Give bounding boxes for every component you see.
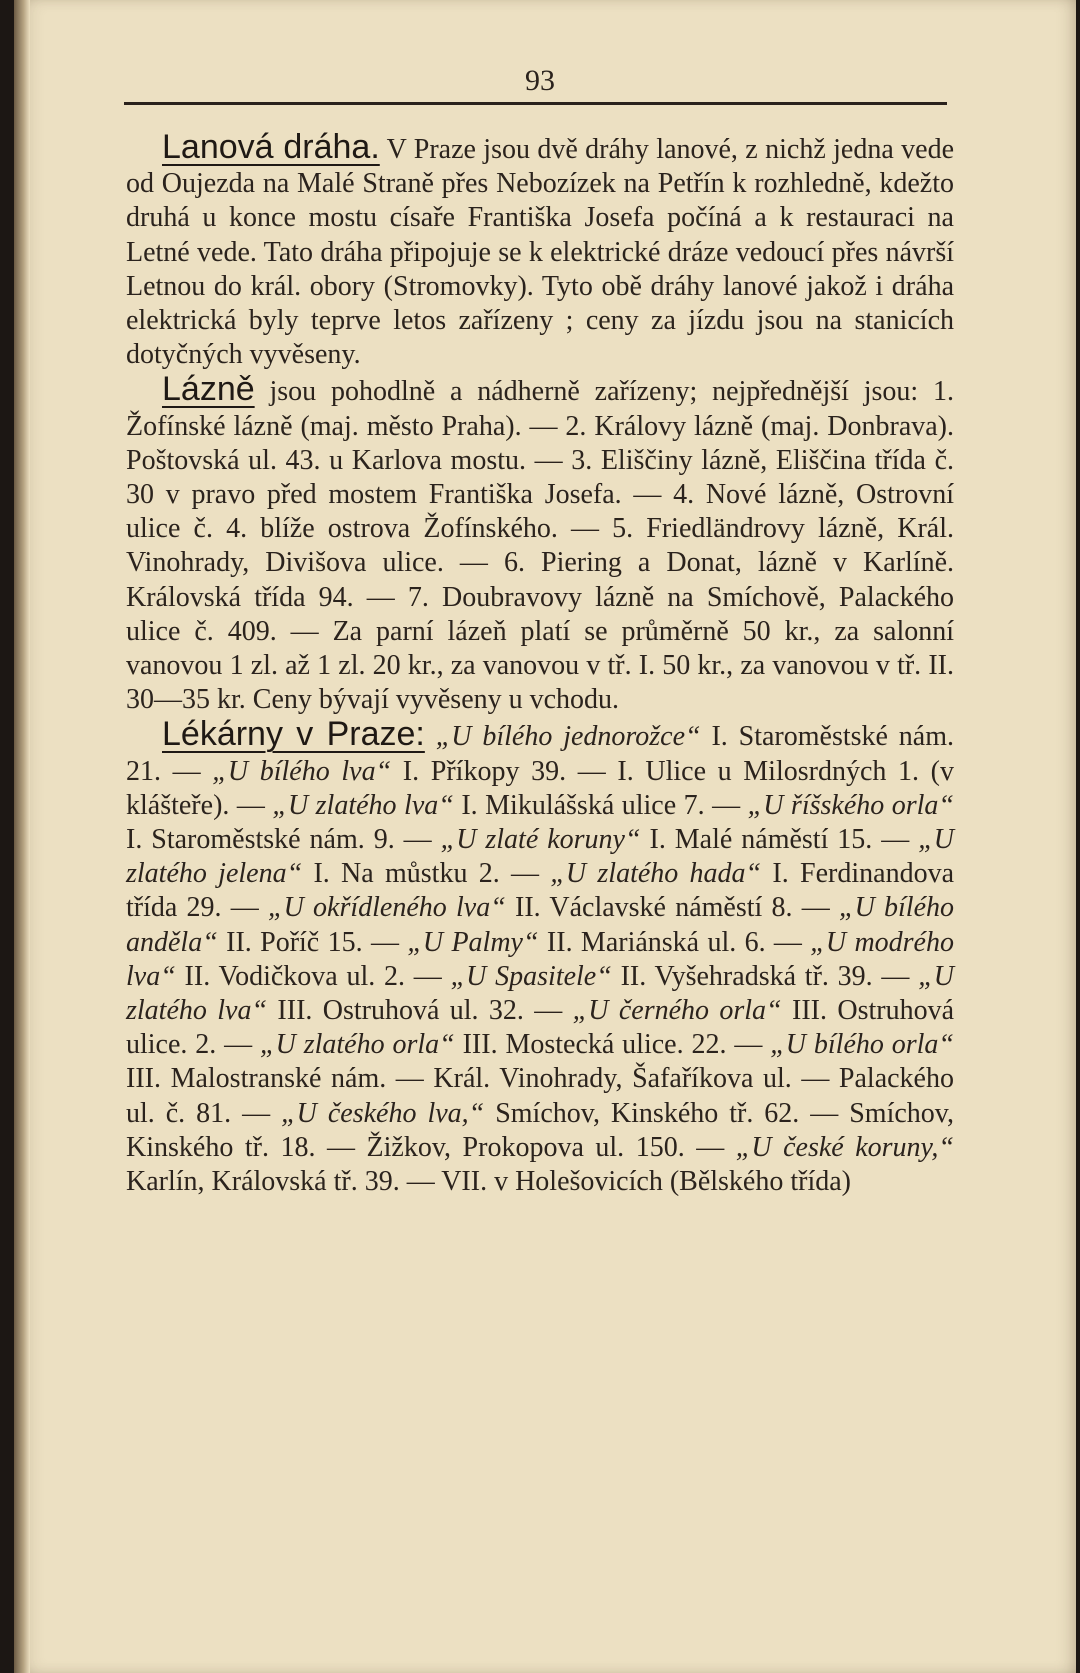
- text-run: jsou pohodlně a nádherně zařízeny; nejpřednější jsou: 1. Žofínské lázně (maj. město Praha). — 2. Královy lázně (maj. Donbrava). Poštovská ul. 43. u Karlova mostu. — 3. Eliščiny lázně, Eliščina třída č. 30 v pravo před mostem Františka Josefa. — 4. Nové lázně, Ostrovní ulice č. 4. blíže ostrova Žofínského. — 5. Friedländrovy lázně, Král. Vinohrady, Divišova ulice. — 6. Piering a Donat, lázně v Karlíně. Královská třída 94. — 7. Doubravovy lázně na Smíchově, Palackého ulice č. 409. — Za parní lázeň platí se průměrně 50 kr., za salonní vanovou 1 zl. až 1 zl. 20 kr., za vanovou v tř. I. 50 kr., za vanovou v tř. II. 30—35 kr. Ceny bývají vyvěseny u vchodu.: [126, 376, 955, 716]
- text-run: I. Mikulášská ulice 7. —: [453, 789, 748, 821]
- text-run: III. Ostruhová ulice. 2. —: [126, 995, 955, 1061]
- text-run: Karlín, Královská tř. 39. — VII. v Holešovicích (Bělského třída): [126, 1166, 851, 1198]
- text-run: Smíchov, Kinského tř. 62. — Smíchov, Kinského tř. 18. — Žižkov, Prokopova ul. 150. —: [126, 1097, 954, 1163]
- pharmacy-name: „U českého lva,“: [281, 1097, 485, 1129]
- text-run: I. Příkopy 39. — I. Ulice u Milosrdných 1. (v klášteře). —: [126, 755, 955, 821]
- text-run: III. Malostranské nám. — Král. Vinohrady, Šafaříkova ul. — Palackého ul. č. 81. —: [126, 1063, 954, 1129]
- text-run: II. Mariánská ul. 6. —: [538, 926, 811, 958]
- pharmacy-name: „U české koruny,“: [735, 1131, 954, 1163]
- pharmacy-name: „U bílého lva“: [212, 755, 392, 787]
- text-run: V Praze jsou dvě dráhy lanové, z nichž jedna vede od Oujezda na Malé Straně přes Nebozízek na Petřín k rozhledně, kdežto druhá u konce mostu císaře Františka Josefa počíná a k restauraci na Letné vede. Tato dráha připojuje se k elektrické dráze vedoucí přes návrší Letnou do král. obory (Stromovky). Tyto obě dráhy lanové jakož i dráha elektrická byly teprve letos zařízeny ; ceny za jízdu jsou na stanicích dotyčných vyvěseny.: [126, 134, 954, 371]
- text-run: I. Staroměstské nám. 21. —: [126, 721, 955, 787]
- pharmacy-name: „U bílého jednorožce“: [435, 721, 701, 753]
- section-heading: Lanová dráha.: [162, 128, 380, 166]
- book-gutter: [14, 0, 30, 1673]
- text-run: I. Staroměstské nám. 9. —: [126, 824, 441, 856]
- pharmacy-name: „U bílého orla“: [770, 1029, 954, 1061]
- section-heading: Lékárny v Praze:: [162, 715, 425, 754]
- text-run: I. Malé náměstí 15. —: [640, 824, 919, 856]
- pharmacy-name: „U okřídleného lva“: [268, 892, 506, 924]
- page-body: [126, 130, 954, 1199]
- pharmacy-name: „U zlatého hada“: [550, 858, 762, 890]
- pharmacy-name: „U černého orla“: [572, 995, 782, 1027]
- section-heading: Lázně: [162, 370, 255, 409]
- section-text: [126, 721, 954, 1197]
- pharmacy-name: „U zlatého lva“: [126, 960, 954, 1027]
- section-lekarny: [126, 717, 954, 1199]
- section-lanova: [126, 130, 954, 372]
- section-text: [126, 376, 954, 715]
- text-run: II. Vodičkova ul. 2. —: [175, 960, 451, 992]
- text-run: II. Poříč 15. —: [217, 926, 408, 958]
- pharmacy-name: „U bílého anděla“: [126, 892, 955, 958]
- header-rule: [124, 102, 947, 105]
- pharmacy-name: „U zlaté koruny“: [440, 824, 641, 856]
- pharmacy-name: „U zlatého jelena“: [126, 824, 955, 890]
- pharmacy-name: „U Spasitele“: [450, 960, 612, 992]
- pharmacy-name: „U Palmy“: [407, 926, 539, 958]
- page-number: 93: [525, 64, 555, 97]
- section-lazne: [126, 372, 954, 717]
- pharmacy-name: „U modrého lva“: [126, 926, 954, 992]
- pharmacy-name: „U zlatého orla“: [260, 1029, 455, 1061]
- section-text: [126, 134, 954, 370]
- pharmacy-name: „U říšského orla“: [747, 789, 954, 821]
- text-run: I. Na můstku 2. —: [302, 858, 551, 890]
- text-run: I. Ferdinandova třída 29. —: [126, 858, 954, 924]
- pharmacy-name: „U zlatého lva“: [272, 789, 454, 821]
- text-run: II. Václavské náměstí 8. —: [505, 892, 839, 924]
- text-run: III. Mostecká ulice. 22. —: [454, 1029, 771, 1061]
- text-run: III. Ostruhová ul. 32. —: [267, 995, 573, 1027]
- text-run: II. Vyšehradská tř. 39. —: [611, 960, 919, 992]
